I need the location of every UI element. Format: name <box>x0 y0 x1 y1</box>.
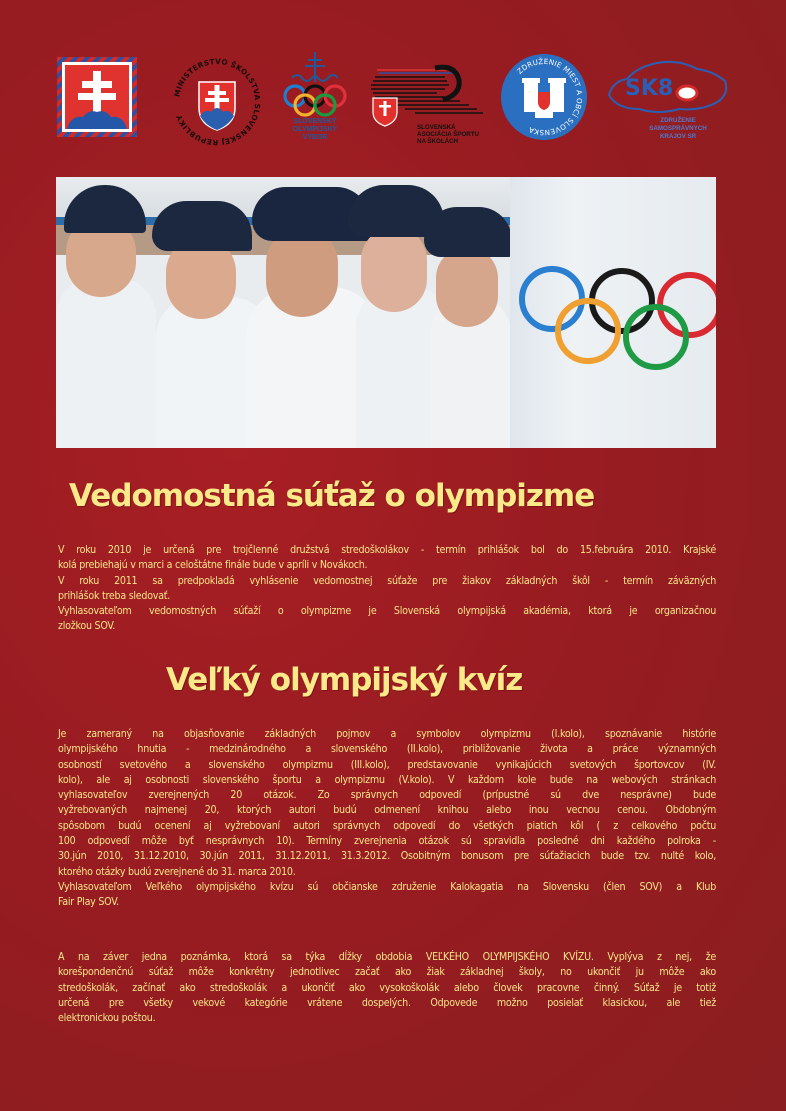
cap <box>152 201 252 251</box>
svg-text:MINISTERSTVO ŠKOLSTVA SLOVENSK: MINISTERSTVO ŠKOLSTVA SLOVENSKEJ REPUBLIKY <box>172 56 263 148</box>
sk8-logo-subtext: ZDRUŽENIE SAMOSPRÁVNYCH KRAJOV SR <box>649 117 707 140</box>
section-title-knowledge-competition: Vedomostná súťaž o olympizme <box>69 478 595 514</box>
partner-logos-row <box>55 50 735 150</box>
child-figure <box>56 277 156 448</box>
sass-logo-text: SLOVENSKÁ ASOCIÁCIA ŠPORTU NA ŠKOLÁCH <box>417 124 479 145</box>
association-of-towns-logo <box>499 52 589 142</box>
slovak-olympic-committee-logo <box>280 48 350 158</box>
olympic-rings-icon <box>510 177 716 448</box>
section2-body: Je zameraný na objasňovanie základných pojmov a symbolov olympizmu (I.kolo), spoznávanie histórie olympijského hnutia - medzinárodného a slovenského (II.kolo), približovanie života a práce významných osobností svetového a slovenského olympizmu (III.kolo), predstavovanie vynikajúcich svetových športovcov (IV. kolo), ale aj osobnosti slovenského športu a olympizmu (V.kolo). V každom kole bude na webových stránkach vyhlasovateľov zverejnených 20 otázok. Zo správnych odpovedí (prípustné sú dve nesprávne) bude vyžrebovaných najmenej 20, ktorých autori budú odmenení knihou alebo inou vecnou cenou. Obdobným spôsobom budú ocenení aj vyžrebovaní autori správnych odpovedí do všetkých piatich kôl ( z celkového počtu 100 odpovedí môže byť nesprávnych 10). Termíny zverejnenia otázok sú spravidla posledné dni každého polroka - 30.jún 2010, 31.12.2010, 30.jún 2011, 31.12.2011, 31.3.2012. Osobitným bonusom pre súťažiacich bude tzv. nulté kolo, ktorého otázky budú zverejnené do 31. marca 2010. Vyhlasovateľom Veľkého olympijského kvízu sú občianske združenie Kalokagatia na Slovensku (člen SOV) a Klub Fair Play SOV. <box>58 728 716 909</box>
cap <box>424 207 512 257</box>
sov-logo-text: SLOVENSKÝ OLYMPIJSKÝ VÝBOR <box>292 118 338 141</box>
double-cross-icon <box>57 57 137 137</box>
sk8-logo <box>603 55 733 145</box>
ministry-of-education-logo <box>167 52 267 152</box>
slovak-coat-of-arms-stamp <box>57 57 137 137</box>
section1-body: V roku 2010 je určená pre trojčlenné družstvá stredoškolákov - termín prihlášok bol do 15.februára 2010. Krajské kolá prebiehajú v marci a celoštátne finále bude v apríli v Novákoch. V roku 2011 sa predpokladá vyhlásenie vedomostnej súťaže pre žiakov základných škôl - termín záväzných prihlášok treba sledovať. Vyhlasovateľom vedomostných súťaží o olympizme je Slovenská olympijská akadémia, ktorá je organizačnou zložkou SOV. <box>58 544 716 633</box>
svg-text:SK8: SK8 <box>625 76 674 101</box>
slovak-school-sport-association-logo <box>365 62 485 152</box>
svg-text:ZDRUŽENIE MIEST A OBCÍ SLOVENS: ZDRUŽENIE MIEST A OBCÍ SLOVENSKA <box>515 56 585 138</box>
olympic-flag <box>510 177 716 448</box>
closing-note: A na záver jedna poznámka, ktorá sa týka dĺžky obdobia VEĽKÉHO OLYMPIJSKÉHO KVÍZU. Vyplýva z nej, že korešpondenčnú súťaž môže konkrétny jednotlivec začať ako žiak základnej školy, no ukončiť ju môže ako stredoškolák, začínať ako stredoškolák a ukončiť ako vysokoškolák alebo človek pracovne činný. Súťaž je totiž určená pre všetky vekové kategórie vrátene dospelých. Odpovede možno posielať klasickou, ale tiež elektronickou poštou. <box>58 951 716 1025</box>
section-title-olympic-quiz: Veľký olympijský kvíz <box>166 662 523 698</box>
olympic-kids-photo <box>56 177 716 448</box>
